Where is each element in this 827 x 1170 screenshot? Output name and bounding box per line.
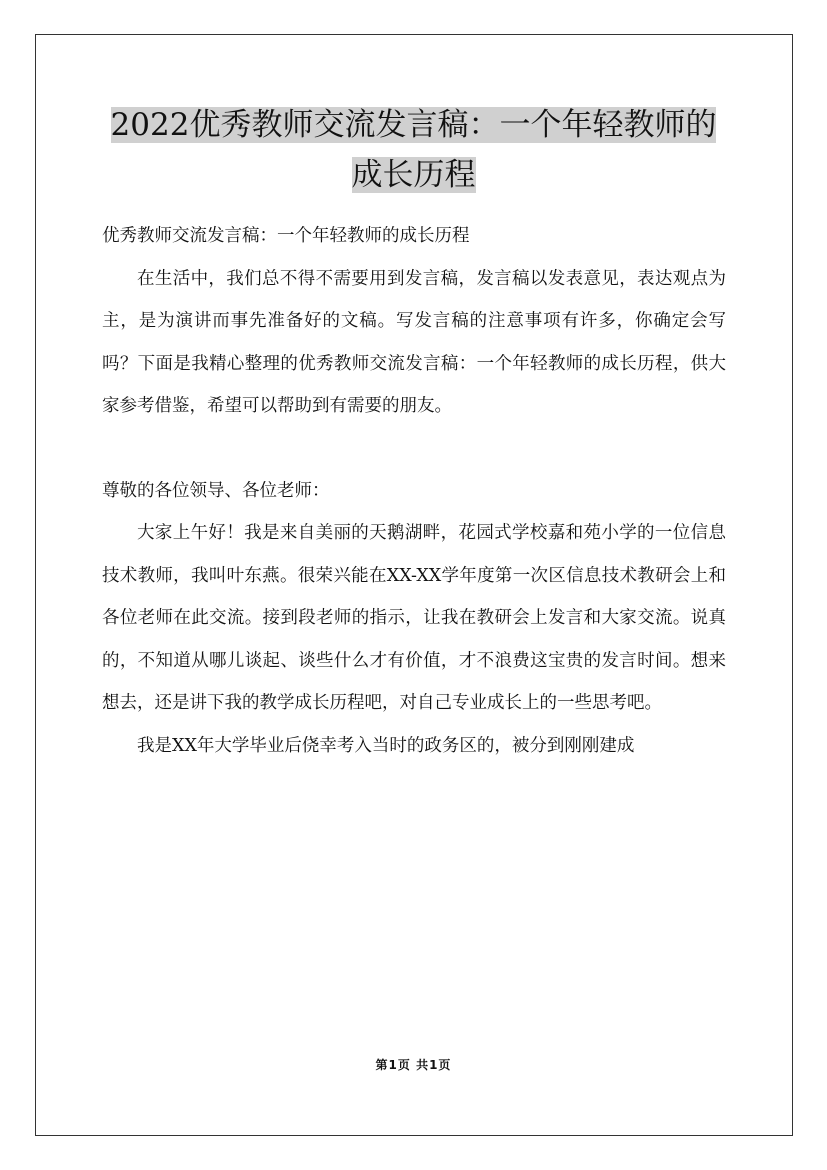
intro-paragraph: 在生活中，我们总不得不需要用到发言稿，发言稿以发表意见，表达观点为主，是为演讲而事先准备好的文稿。写发言稿的注意事项有许多，你确定会写吗？下面是我精心整理的优秀教师交流发言稿：一个年轻教师的成长历程，供大家参考借鉴，希望可以帮助到有需要的朋友。 — [102, 268, 726, 416]
salutation: 尊敬的各位领导、各位老师： — [102, 480, 330, 501]
paragraph-gap — [102, 428, 726, 470]
document-body — [102, 215, 726, 767]
document-title — [100, 100, 727, 200]
body-paragraph: 我是XX年大学毕业后侥幸考入当时的政务区的，被分到刚刚建成 — [137, 735, 635, 756]
document-subtitle: 优秀教师交流发言稿：一个年轻教师的成长历程 — [102, 226, 470, 246]
body-paragraph: 大家上午好！我是来自美丽的天鹅湖畔，花园式学校嘉和苑小学的一位信息技术教师，我叫叶东燕。很荣兴能在XX-XX学年度第一次区信息技术教研会上和各位老师在此交流。接到段老师的指示，让我在教研会上发言和大家交流。说真的，不知道从哪儿谈起、谈些什么才有价值，才不浪费这宝贵的发言时间。想来想去，还是讲下我的教学成长历程吧，对自己专业成长上的一些思考吧。 — [102, 523, 726, 713]
document-title-text: 2022优秀教师交流发言稿：一个年轻教师的成长历程 — [110, 107, 717, 193]
page-footer: 第1页 共1页 — [375, 1058, 452, 1072]
